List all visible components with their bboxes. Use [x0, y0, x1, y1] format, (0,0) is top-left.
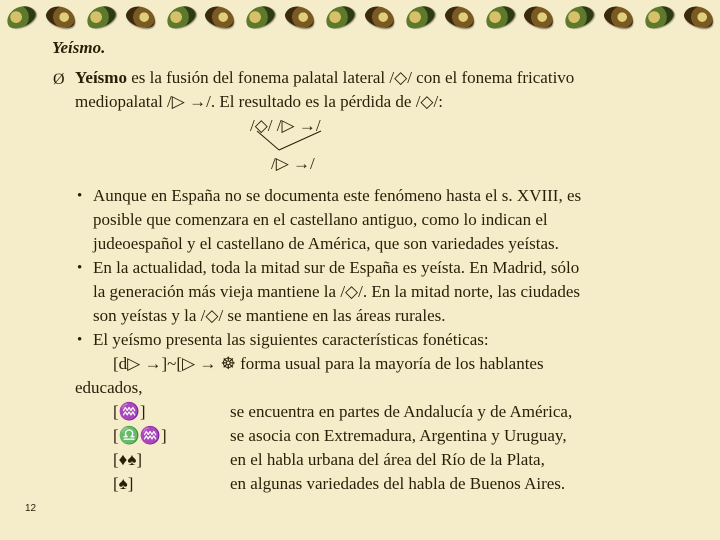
merge-v-diagram — [255, 130, 325, 152]
intro-line-2: mediopalatal /▷ →/. El resultado es la pérdida de /◇/: — [75, 92, 443, 111]
variant-3-description: en el habla urbana del área del Río de la Plata, — [230, 450, 545, 469]
phonetic-usual-form-cont: educados, — [75, 378, 143, 397]
bullet-1-line-1: Aunque en España no se documenta este fenómeno hasta el s. XVIII, es — [93, 186, 582, 205]
arrow-bullet-icon: Ø — [53, 71, 65, 88]
bullet-2-line-1: En la actualidad, toda la mitad sur de España es yeísta. En Madrid, sólo — [93, 258, 580, 277]
term-yeismo: Yeísmo — [75, 68, 127, 87]
variant-2-symbol: [♎♒] — [113, 426, 167, 445]
variant-2-description: se asocia con Extremadura, Argentina y Uruguay, — [230, 426, 567, 445]
phonetic-usual-form: [d▷ →]~[▷ → ☸ forma usual para la mayoría de los hablantes — [113, 354, 544, 373]
bullet-icon: • — [77, 332, 83, 348]
variant-4-symbol: [♠] — [113, 474, 134, 493]
bullet-1-line-3: judeoespañol y el castellano de América, que son variedades yeístas. — [93, 234, 559, 253]
variant-1-symbol: [♒] — [113, 402, 146, 421]
variant-1-description: se encuentra en partes de Andalucía y de América, — [230, 402, 573, 421]
variant-3-symbol: [♦♠] — [113, 450, 143, 469]
merge-top-phonemes: /◇/ /▷ →/ — [250, 116, 321, 135]
decorative-leaf-border — [0, 0, 720, 34]
merge-bottom-phoneme: /▷ →/ — [271, 154, 315, 173]
slide-heading: Yeísmo. — [52, 38, 106, 57]
bullet-1-line-2: posible que comenzara en el castellano antiguo, como lo indican el — [93, 210, 548, 229]
bullet-2-line-3: son yeístas y la /◇/ se mantiene en las áreas rurales. — [93, 306, 446, 325]
page-number: 12 — [25, 503, 37, 514]
bullet-icon: • — [77, 188, 83, 204]
bullet-icon: • — [77, 260, 83, 276]
bullet-2-line-2: la generación más vieja mantiene la /◇/. En la mitad norte, las ciudades — [93, 282, 581, 301]
bullet-3-line-1: El yeísmo presenta las siguientes características fonéticas: — [93, 330, 489, 349]
variant-4-description: en algunas variedades del habla de Buenos Aires. — [230, 474, 566, 493]
intro-line-1 — [75, 66, 574, 90]
intro-line-1-text: es la fusión del fonema palatal lateral /◇/ con el fonema fricativo — [126, 68, 575, 87]
